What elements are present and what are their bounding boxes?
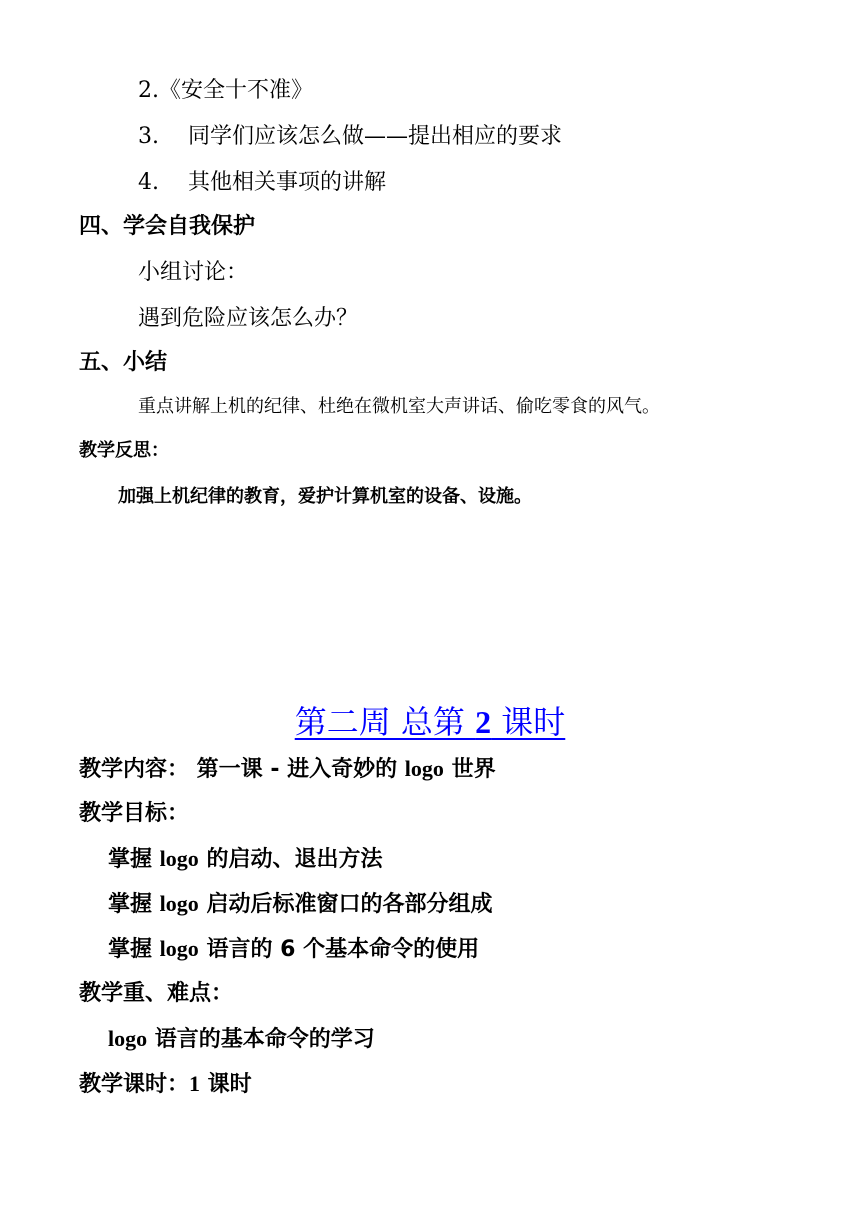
goal-text: 掌握: [108, 892, 160, 917]
teaching-content: [79, 758, 496, 781]
list-item-4: [138, 172, 386, 194]
goal-text: 语言的 6 个基本命令的使用: [198, 937, 480, 962]
goal-text: 的启动、退出方法: [198, 847, 383, 872]
teaching-content-logo: logo: [404, 756, 444, 781]
lesson-title: [0, 703, 860, 741]
keypoints-logo: logo: [108, 1026, 148, 1051]
lesson-title-number: 2: [475, 704, 492, 740]
goal-item-2: [108, 893, 492, 916]
section-five-text: 重点讲解上机的纪律、杜绝在微机室大声讲话、偷吃零食的风气。: [138, 396, 660, 417]
teaching-goals-label: 教学目标：: [79, 801, 190, 826]
goal-item-3: [108, 938, 479, 961]
teaching-content-text: 世界: [443, 757, 496, 782]
goal-logo: logo: [159, 846, 199, 871]
goal-text: 启动后标准窗口的各部分组成: [198, 892, 493, 917]
list-item-3: [138, 126, 562, 148]
teaching-hours-label: 教学课时：: [79, 1072, 190, 1097]
section-four-line-1: 小组讨论：: [138, 260, 249, 285]
list-item-text: 同学们应该怎么做——提出相应的要求: [188, 124, 563, 149]
keypoints-text: [108, 1028, 375, 1051]
goal-item-1: [108, 848, 382, 871]
teaching-content-text: 第一课 - 进入奇妙的: [189, 757, 405, 782]
list-item-number: 2.: [138, 78, 159, 103]
goal-text: 掌握: [108, 937, 160, 962]
lesson-title-part: 课时: [491, 703, 566, 741]
teaching-content-label: 教学内容：: [79, 757, 190, 782]
lesson-title-part: 第二周 总第: [294, 703, 476, 741]
list-item-number: 3.: [138, 124, 159, 149]
keypoints-label: 教学重、难点：: [79, 981, 234, 1006]
list-item-text: 《安全十不准》: [159, 78, 314, 103]
list-item-text: 其他相关事项的讲解: [188, 170, 387, 195]
keypoints-body: 语言的基本命令的学习: [147, 1027, 375, 1052]
list-item-2: [138, 80, 313, 102]
reflection-heading: 教学反思：: [79, 440, 169, 461]
goal-text: 掌握: [108, 847, 160, 872]
section-five-heading: 五、小结: [79, 350, 168, 375]
list-item-number: 4.: [138, 170, 159, 195]
section-four-heading: 四、学会自我保护: [79, 214, 256, 239]
teaching-hours-unit: 课时: [200, 1072, 252, 1097]
goal-logo: logo: [159, 936, 199, 961]
reflection-text: 加强上机纪律的教育，爱护计算机室的设备、设施。: [118, 486, 532, 507]
teaching-hours: [79, 1073, 252, 1096]
teaching-hours-value: 1: [189, 1071, 201, 1096]
goal-logo: logo: [159, 891, 199, 916]
section-four-line-2: 遇到危险应该怎么办？: [138, 306, 359, 331]
